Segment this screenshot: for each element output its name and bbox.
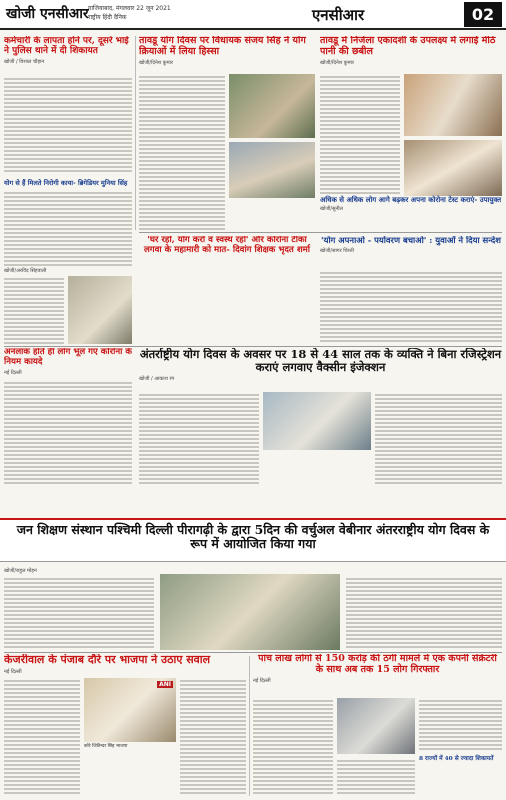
article-body-text <box>4 276 64 344</box>
article-body-text <box>4 190 132 266</box>
article-body-text <box>320 74 400 194</box>
article-headline: तावडू में निर्जला एकादशी के उपलक्ष्य में लगाई मीठे पानी की छबील <box>320 36 496 57</box>
photo-caption: कोरे जितिन्दर सिंह भाजपा <box>84 744 128 749</box>
article-unlock-rules <box>4 348 132 486</box>
article-byline: खोजी / विशाल चौहान <box>4 58 45 65</box>
article-body-text <box>180 678 246 796</box>
edition-info <box>88 4 171 22</box>
fraud-accused-photo <box>337 698 415 754</box>
article-body-text <box>4 576 154 650</box>
article-byline: नई दिल्ली <box>4 668 22 675</box>
article-body-text <box>253 698 333 796</box>
section-divider <box>4 346 502 347</box>
article-byline: नई दिल्ली <box>4 369 22 376</box>
article-headline: केजरीवाल के पंजाब दौरे पर भाजपा ने उठाए सवाल <box>4 654 211 666</box>
article-headline: पांच लाख लोगों से 150 करोड़ की ठगी मामले में एक कंपनी सेक्रेटरी के साथ अब तक 15 लोग गिरफ्तार <box>258 654 497 675</box>
masthead-logo-block <box>6 3 89 23</box>
section-divider <box>4 652 502 653</box>
article-byline: खोजी/दिनेश कुमार <box>320 59 354 66</box>
article-byline: खोजी / आकाश रंग <box>139 376 175 383</box>
mla-yoga-photo <box>229 142 315 198</box>
article-yoga-environment <box>320 236 502 344</box>
article-byline: खोजी/सागर चिश्ती <box>320 247 354 254</box>
yoga-event-photo <box>229 74 315 138</box>
article-headline: 'योग अपनाओ - पर्यावरण बचाओ' : युवाओं ने दिया सन्देश <box>321 236 501 245</box>
article-headline: तावडू योग दिवस पर विधायक संजय सिंह ने योग क्रियाओं में लिया हिस्सा <box>139 36 306 57</box>
article-kejriwal-punjab <box>4 654 246 796</box>
article-body-text <box>419 698 502 752</box>
section-divider <box>139 232 502 233</box>
article-150-crore-fraud <box>253 654 502 796</box>
webinar-photo <box>160 574 340 650</box>
article-byline: नई दिल्ली <box>253 677 271 684</box>
teacher-yoga-photo <box>68 276 132 344</box>
ani-watermark: ANI <box>159 681 171 688</box>
newspaper-logo: खोजी एनसीआर <box>6 6 89 22</box>
article-body-text <box>375 392 502 486</box>
article-tavdu-yoga-mla <box>139 36 315 230</box>
chhabil-photo <box>404 74 502 136</box>
bjp-leader-photo <box>84 678 176 742</box>
article-headline: अधिक से अधिक लोग आगे बढ़कर अपना कोरोना टेस्ट कराएं- उपायुक्त <box>320 195 502 204</box>
article-stay-home-yoga <box>139 236 315 344</box>
article-body-text <box>139 74 225 230</box>
chhabil-crowd-photo <box>404 140 502 196</box>
article-headline: 'घर रहो, योग करो व स्वस्थ रहो' और कोरोना टीका लगवा के महामारी को मात- दिवांग शिक्षक भृदत शर्मा <box>143 236 311 255</box>
article-subhead: 8 राज्यों में 40 से ज्यादा शिकायतें <box>419 756 494 762</box>
masthead <box>0 0 506 30</box>
article-body-text <box>320 270 502 344</box>
edition-date: गाजियाबाद, मंगलवार 22 जून 2021 <box>88 5 171 12</box>
article-byline: खोजी/राहुल मोहन <box>4 568 37 574</box>
corona-test-box <box>320 196 502 232</box>
article-headline: कर्मचारी के लापता होने पर, दूसरे भाई ने पुलिस थाने में दी शिकायत <box>4 36 129 57</box>
article-webinar-body <box>4 566 502 650</box>
section-title: एनसीआर <box>312 6 365 24</box>
article-body-text <box>4 678 80 796</box>
article-vaccination-yoga-day <box>139 348 502 486</box>
article-headline: जन शिक्षण संस्थान पश्चिमी दिल्ली पीरागढ़ी के द्वारा 5दिन की वर्चुअल वेबीनार अंतरराष्ट्रीय योग दिवस के रूप में आयोजित किया गया <box>16 522 490 552</box>
article-byline: खोजी/अरविंद सिंहवाली <box>4 268 47 274</box>
article-body-text <box>337 758 415 796</box>
article-body-text <box>4 76 132 172</box>
article-body-text <box>4 380 132 486</box>
article-employee-missing <box>4 36 132 266</box>
article-subhead: योग से हैं मिलते निरोगी काया- ब्रिगेडियर मुनिया सिंह <box>4 179 128 187</box>
article-headline: अनलाक होते ही लोग भूल गए कोरोना के नियम कायदे <box>4 348 132 367</box>
page-number: 02 <box>464 2 502 27</box>
article-byline: खोजी/दिनेश कुमार <box>139 59 173 66</box>
column-divider <box>249 656 250 796</box>
vaccination-photo <box>263 392 371 450</box>
article-byline: खोजी/सुनील <box>320 206 343 213</box>
article-headline: अंतर्राष्ट्रीय योग दिवस के अवसर पर 18 से 44 साल तक के व्यक्ति ने बिना रजिस्ट्रेशन कराएं लगवाए वैक्सीन इंजेक्शन <box>139 348 502 375</box>
article-body-text <box>346 576 502 650</box>
edition-tagline: राष्ट्रीय हिंदी दैनिक <box>88 14 127 21</box>
column-divider <box>135 36 136 230</box>
article-teacher-yoga-photos <box>4 266 132 344</box>
band-headline-jan-shikshan <box>0 518 506 562</box>
article-body-text <box>139 392 259 486</box>
